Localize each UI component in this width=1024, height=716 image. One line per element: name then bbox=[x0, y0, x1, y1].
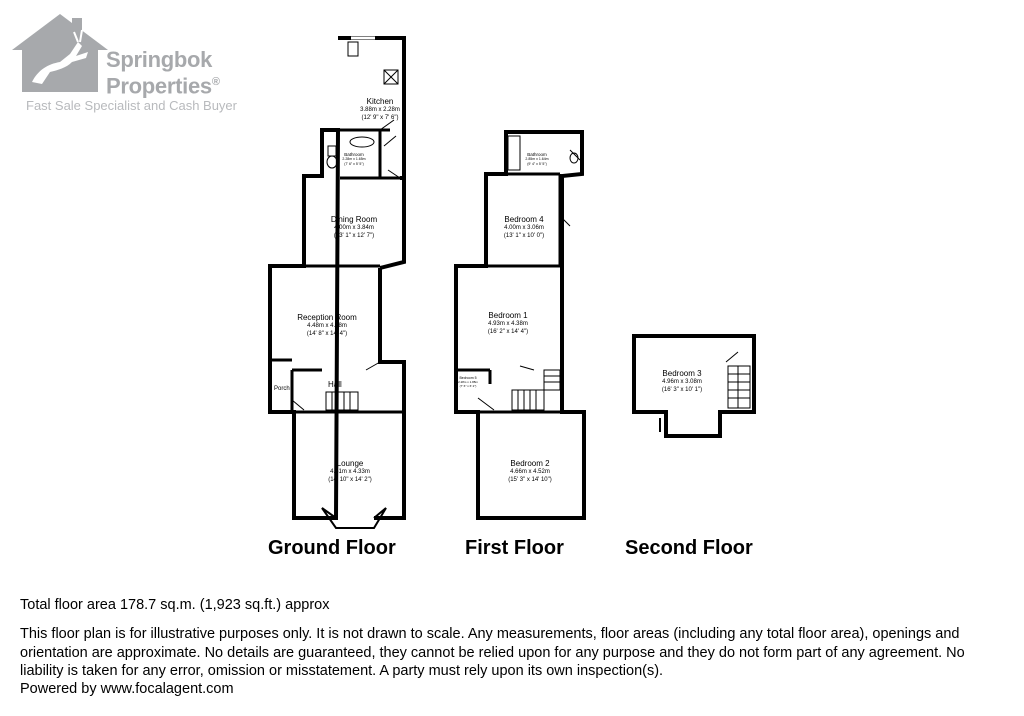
room-label-bedroom-1: Bedroom 1 4.93m x 4.38m (16' 2" x 14' 4") bbox=[487, 311, 529, 335]
room-label-ground-bathroom: Bathroom 2.28m x 1.65m (7' 6" x 5' 5") bbox=[342, 152, 366, 166]
room-label-bedroom-5: Bedroom 5 2.28m x 1.88m (7' 6" x 6' 2") bbox=[458, 376, 478, 388]
room-label-porch: Porch bbox=[274, 386, 290, 392]
room-label-bedroom-4: Bedroom 4 4.00m x 3.06m (13' 1" x 10' 0") bbox=[503, 215, 545, 239]
room-label-lounge: Lounge 4.51m x 4.33m (14' 10" x 14' 2") bbox=[328, 459, 372, 483]
floor-label-ground: Ground Floor bbox=[268, 537, 396, 559]
room-label-hall: Hall bbox=[328, 380, 342, 389]
logo-name-line1: Springbok bbox=[106, 47, 213, 72]
room-label-bedroom-2: Bedroom 2 4.66m x 4.52m (15' 3" x 14' 10") bbox=[508, 459, 552, 483]
room-label-first-bathroom: Bathroom 2.85m x 1.64m (9' 4" x 5' 5") bbox=[525, 152, 549, 166]
room-label-bedroom-3: Bedroom 3 4.96m x 3.08m (16' 3" x 10' 1") bbox=[661, 369, 703, 393]
disclaimer-text: This floor plan is for illustrative purposes only. It is not drawn to scale. Any measurements, floor areas (including any total floor area), openings and orientation are approximate. No details are guaranteed, they cannot be relied upon for any purpose and they do not form part of any agreement. No liability is taken for any error, omission or misstatement. A party must rely upon its own inspection(s). bbox=[20, 626, 965, 679]
room-label-reception-room: Reception Room 4.48m x 4.38m (14' 8" x 14' 4") bbox=[297, 313, 357, 337]
room-label-kitchen: Kitchen 3.88m x 2.28m (12' 9" x 7' 6") bbox=[360, 97, 400, 121]
powered-by-text: Powered by www.focalagent.com bbox=[20, 681, 234, 697]
logo-tagline: Fast Sale Specialist and Cash Buyer bbox=[26, 98, 237, 113]
floor-label-second: Second Floor bbox=[625, 537, 753, 559]
floor-label-first: First Floor bbox=[465, 537, 564, 559]
logo-name-line2: Properties® bbox=[106, 73, 220, 99]
total-floor-area: Total floor area 178.7 sq.m. (1,923 sq.ft.) approx bbox=[20, 597, 330, 613]
room-label-dining-room: Dining Room 4.00m x 3.84m (13' 1" x 12' 7") bbox=[330, 215, 378, 239]
